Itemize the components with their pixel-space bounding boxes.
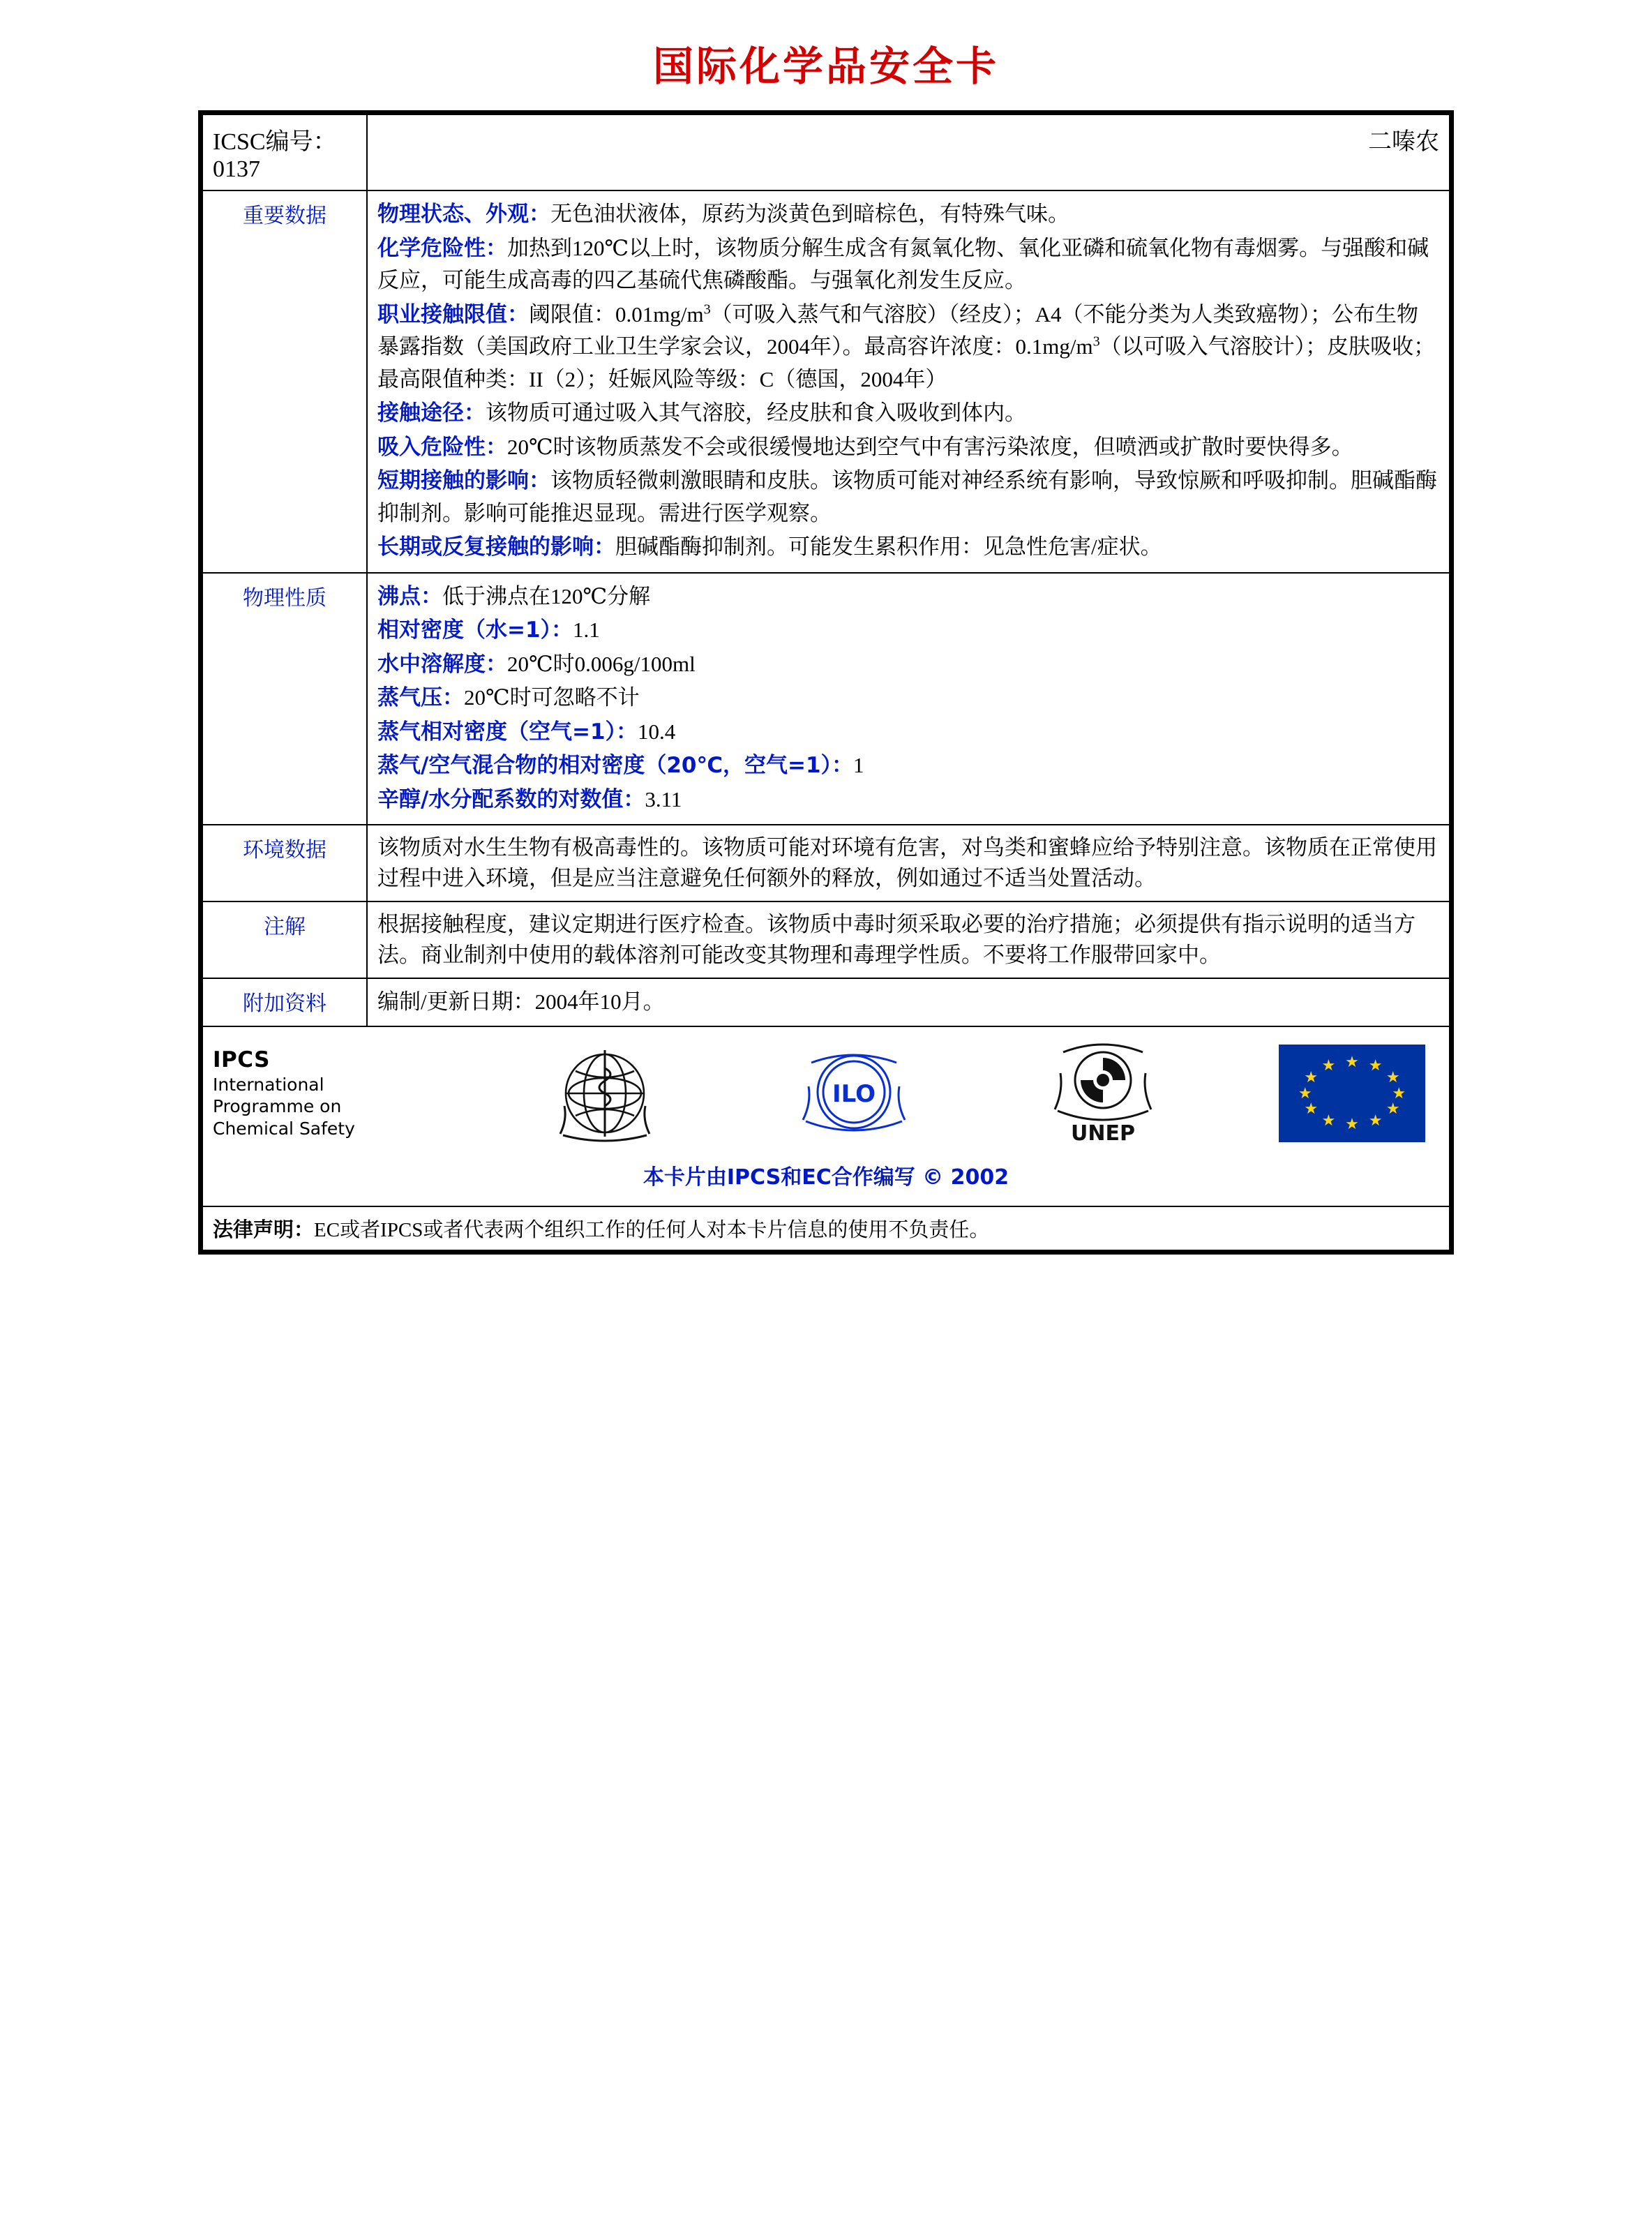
block-text: 加热到120℃以上时，该物质分解生成含有氮氧化物、氧化亚磷和硫氧化物有毒烟雾。与强酸和碱反应，可能生成高毒的四乙基硫代焦磷酸酯。与强氧化剂发生反应。 [377,235,1429,292]
row-content-additional-info: 编制/更新日期：2004年10月。 [367,978,1450,1026]
prop-heading: 沸点： [377,583,442,609]
prop-value: 低于沸点在120℃分解 [442,583,651,608]
unep-label: UNEP [1071,1121,1135,1146]
block-exposure-routes [377,397,1439,430]
block-occupational-limits [377,299,1439,396]
prop-value: 10.4 [638,719,676,744]
card-header-row [202,114,1450,190]
row-additional-info [202,978,1450,1026]
row-physical-properties [202,573,1450,825]
block-heading: 接触途径： [377,401,486,426]
block-text: 该物质轻微刺激眼睛和皮肤。该物质可能对神经系统有影响，导致惊厥和呼吸抑制。胆碱酯酶抑制剂。影响可能推迟显现。需进行医学观察。 [377,468,1437,525]
prop-boiling-point [377,581,1439,613]
ipcs-line2: Programme on [213,1096,342,1117]
prop-heading: 蒸气相对密度（空气=1）： [377,719,638,744]
row-key-data [202,190,1450,573]
prop-value: 20℃时0.006g/100ml [507,651,696,676]
prop-heading: 蒸气压： [377,685,464,710]
row-legal [202,1206,1450,1250]
row-content-notes: 根据接触程度，建议定期进行医疗检查。该物质中毒时须采取必要的治疗措施；必须提供有指示说明的适当方法。商业制剂中使用的载体溶剂可能改变其物理和毒理学性质。不要将工作服带回家中。 [367,901,1450,978]
row-notes [202,901,1450,978]
block-heading: 化学危险性： [377,235,507,261]
icsc-number: 0137 [213,156,260,182]
eu-flag-field: ★ ★ ★ ★ ★ ★ ★ ★ ★ ★ ★ ★ [1279,1045,1425,1142]
block-heading: 短期接触的影响： [377,468,550,493]
block-short-term-effects [377,465,1439,530]
who-logo [518,1038,692,1149]
logos-cell [202,1026,1450,1206]
block-text: 阈限值：$0.01mg/m^3$（可吸入蒸气和气溶胶）（经皮）；A4（不能分类为人类致癌物）；公布生物暴露指数（美国政府工业卫生学家会议，2004年）。最高容许浓度：$0.1mg/m^3$（以可吸入气溶胶计）；皮肤吸收；最高限值种类：II（2）；妊娠风险等级：C（德国，2004年） [377,301,1436,391]
ipcs-abbr: IPCS [213,1047,270,1073]
block-heading: 物理状态、外观： [377,202,550,227]
row-content-environmental-data: 该物质对水生生物有极高毒性的。该物质可能对环境有危害，对鸟类和蜜蜂应给予特别注意。该物质在正常使用过程中进入环境，但是应当注意避免任何额外的释放，例如通过不适当处置活动。 [367,825,1450,901]
prop-heading: 辛醇/水分配系数的对数值： [377,786,645,812]
safety-card [198,110,1454,1255]
prop-vapour-relative-density [377,716,1439,749]
block-heading: 长期或反复接触的影响： [377,534,615,560]
block-physical-state [377,198,1439,231]
prop-value: 3.11 [645,786,682,811]
page-title: 国际化学品安全卡 [652,43,999,90]
row-label-additional-info: 附加资料 [202,978,367,1026]
substance-name-cell: 二嗪农 [367,114,1450,190]
icsc-number-cell [202,114,367,190]
prop-value: 1.1 [573,618,600,642]
block-inhalation-risk [377,431,1439,464]
row-label-notes: 注解 [202,901,367,978]
prop-vapour-pressure [377,682,1439,714]
prop-heading: 水中溶解度： [377,651,507,677]
prop-relative-density [377,614,1439,647]
prop-heading: 相对密度（水=1）： [377,618,573,643]
row-label-key-data: 重要数据 [202,190,367,573]
safety-card-table [202,114,1450,1251]
row-label-physical-properties: 物理性质 [202,573,367,825]
prop-value: 1 [853,753,864,777]
block-text: 胆碱酯酶抑制剂。可能发生累积作用：见急性危害/症状。 [615,534,1162,559]
block-heading: 吸入危险性： [377,434,507,460]
eu-flag [1265,1045,1439,1142]
block-heading: 职业接触限值： [377,301,529,327]
svg-text:ILO: ILO [832,1079,876,1108]
legal-label: 法律声明： [213,1217,315,1241]
legal-text: EC或者IPCS或者代表两个组织工作的任何人对本卡片信息的使用不负责任。 [314,1218,990,1241]
block-text: 20℃时该物质蒸发不会或很缓慢地达到空气中有害污染浓度，但喷洒或扩散时要快得多。 [507,434,1353,459]
prop-vapour-air-mixture-density [377,749,1439,782]
row-content-key-data [367,190,1450,573]
prop-heading: 蒸气/空气混合物的相对密度（20℃，空气=1）： [377,753,854,778]
prop-water-solubility [377,648,1439,681]
ipcs-wordmark [213,1047,443,1139]
legal-notice [202,1206,1450,1250]
ilo-logo [767,1038,941,1149]
ipcs-line1: International [213,1075,324,1095]
block-text: 该物质可通过吸入其气溶胶，经皮肤和食入吸收到体内。 [486,401,1026,425]
block-text: 无色油状液体，原药为淡黄色到暗棕色，有特殊气味。 [550,202,1069,226]
prop-log-pow [377,784,1439,816]
logos-strip [213,1034,1439,1153]
row-logos [202,1026,1450,1206]
unep-logo [1016,1034,1190,1153]
credit-line: 本卡片由IPCS和EC合作编写 © 2002 [643,1165,1009,1190]
row-content-physical-properties [367,573,1450,825]
block-chemical-hazards [377,232,1439,297]
icsc-label: ICSC编号： [213,129,337,155]
ipcs-line3: Chemical Safety [213,1118,355,1139]
row-environmental-data [202,825,1450,901]
prop-value: 20℃时可忽略不计 [464,685,640,710]
row-label-environmental-data: 环境数据 [202,825,367,901]
block-long-term-effects [377,531,1439,564]
